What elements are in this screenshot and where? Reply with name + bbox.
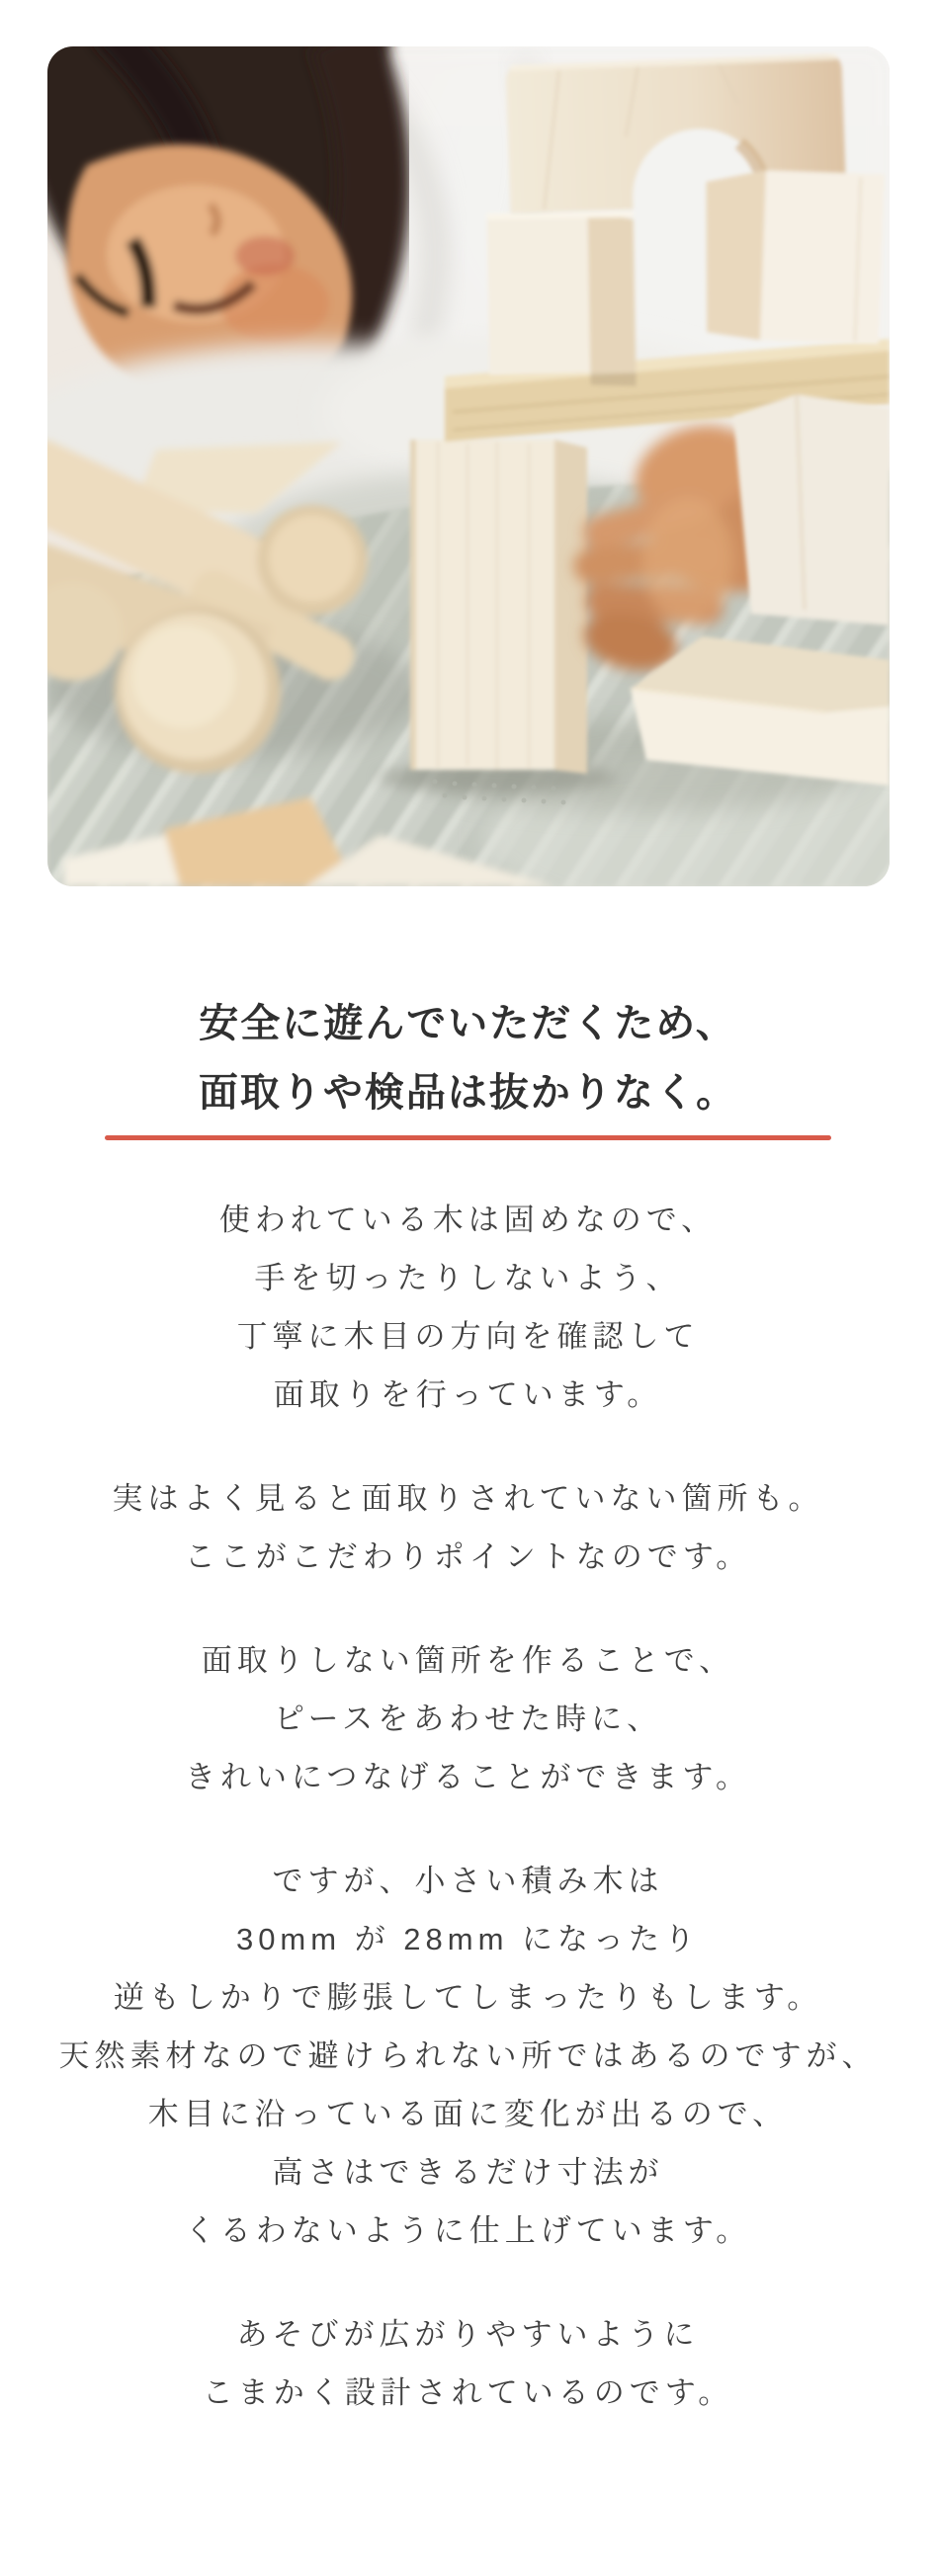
text-line: ここがこだわりポイントなのです。 bbox=[184, 1539, 752, 1574]
text-line: 面取りしない箇所を作ることで、 bbox=[201, 1643, 735, 1678]
text-line: 木目に沿っている面に変化が出るので、 bbox=[147, 2097, 789, 2131]
hero-photo-illustration bbox=[47, 46, 890, 886]
paragraph-2 bbox=[0, 1469, 936, 1586]
text-line: こまかく設計されているのです。 bbox=[202, 2375, 734, 2410]
paragraph-3 bbox=[0, 1631, 936, 1806]
text-line: 高さはできるだけ寸法が bbox=[272, 2155, 664, 2190]
text-line: くるわないように仕上げています。 bbox=[184, 2213, 752, 2248]
leaning-block bbox=[733, 394, 890, 625]
text-line: 30mm が 28mm になったり bbox=[235, 1922, 701, 1956]
paragraph-1 bbox=[0, 1191, 936, 1424]
text-line: ですが、小さい積み木は bbox=[272, 1864, 664, 1898]
description-body bbox=[0, 1191, 936, 2422]
hero-photo bbox=[47, 46, 890, 886]
paragraph-4 bbox=[0, 1852, 936, 2260]
product-description-page bbox=[0, 46, 936, 2576]
text-line: 丁寧に木目の方向を確認して bbox=[236, 1319, 700, 1354]
heading-line-2: 面取りや検品は抜かりなく。 bbox=[198, 1071, 738, 1115]
text-line: ピースをあわせた時に、 bbox=[273, 1702, 663, 1736]
section-heading bbox=[0, 989, 936, 1127]
text-line: 面取りを行っています。 bbox=[273, 1377, 663, 1412]
heading-line-1: 安全に遊んでいただくため、 bbox=[199, 1002, 737, 1045]
text-line: 逆もしかりで膨張してしまったりもします。 bbox=[113, 1980, 823, 2015]
text-line: 使われている木は固めなので、 bbox=[218, 1203, 718, 1237]
description-section bbox=[0, 989, 936, 2422]
cube-block-right bbox=[700, 168, 884, 344]
tall-block bbox=[410, 440, 587, 774]
accent-underline bbox=[105, 1135, 831, 1140]
text-line: 手を切ったりしないよう、 bbox=[254, 1261, 682, 1295]
text-line: 実はよく見ると面取りされていない箇所も。 bbox=[112, 1481, 824, 1516]
text-line: きれいにつなげることができます。 bbox=[185, 1760, 751, 1794]
text-line: 天然素材なので避けられない所ではあるのですが、 bbox=[58, 2038, 878, 2073]
lips bbox=[235, 236, 295, 276]
text-line: あそびが広がりやすいように bbox=[236, 2317, 700, 2352]
paragraph-5 bbox=[0, 2305, 936, 2422]
cube-block-left bbox=[486, 211, 636, 389]
